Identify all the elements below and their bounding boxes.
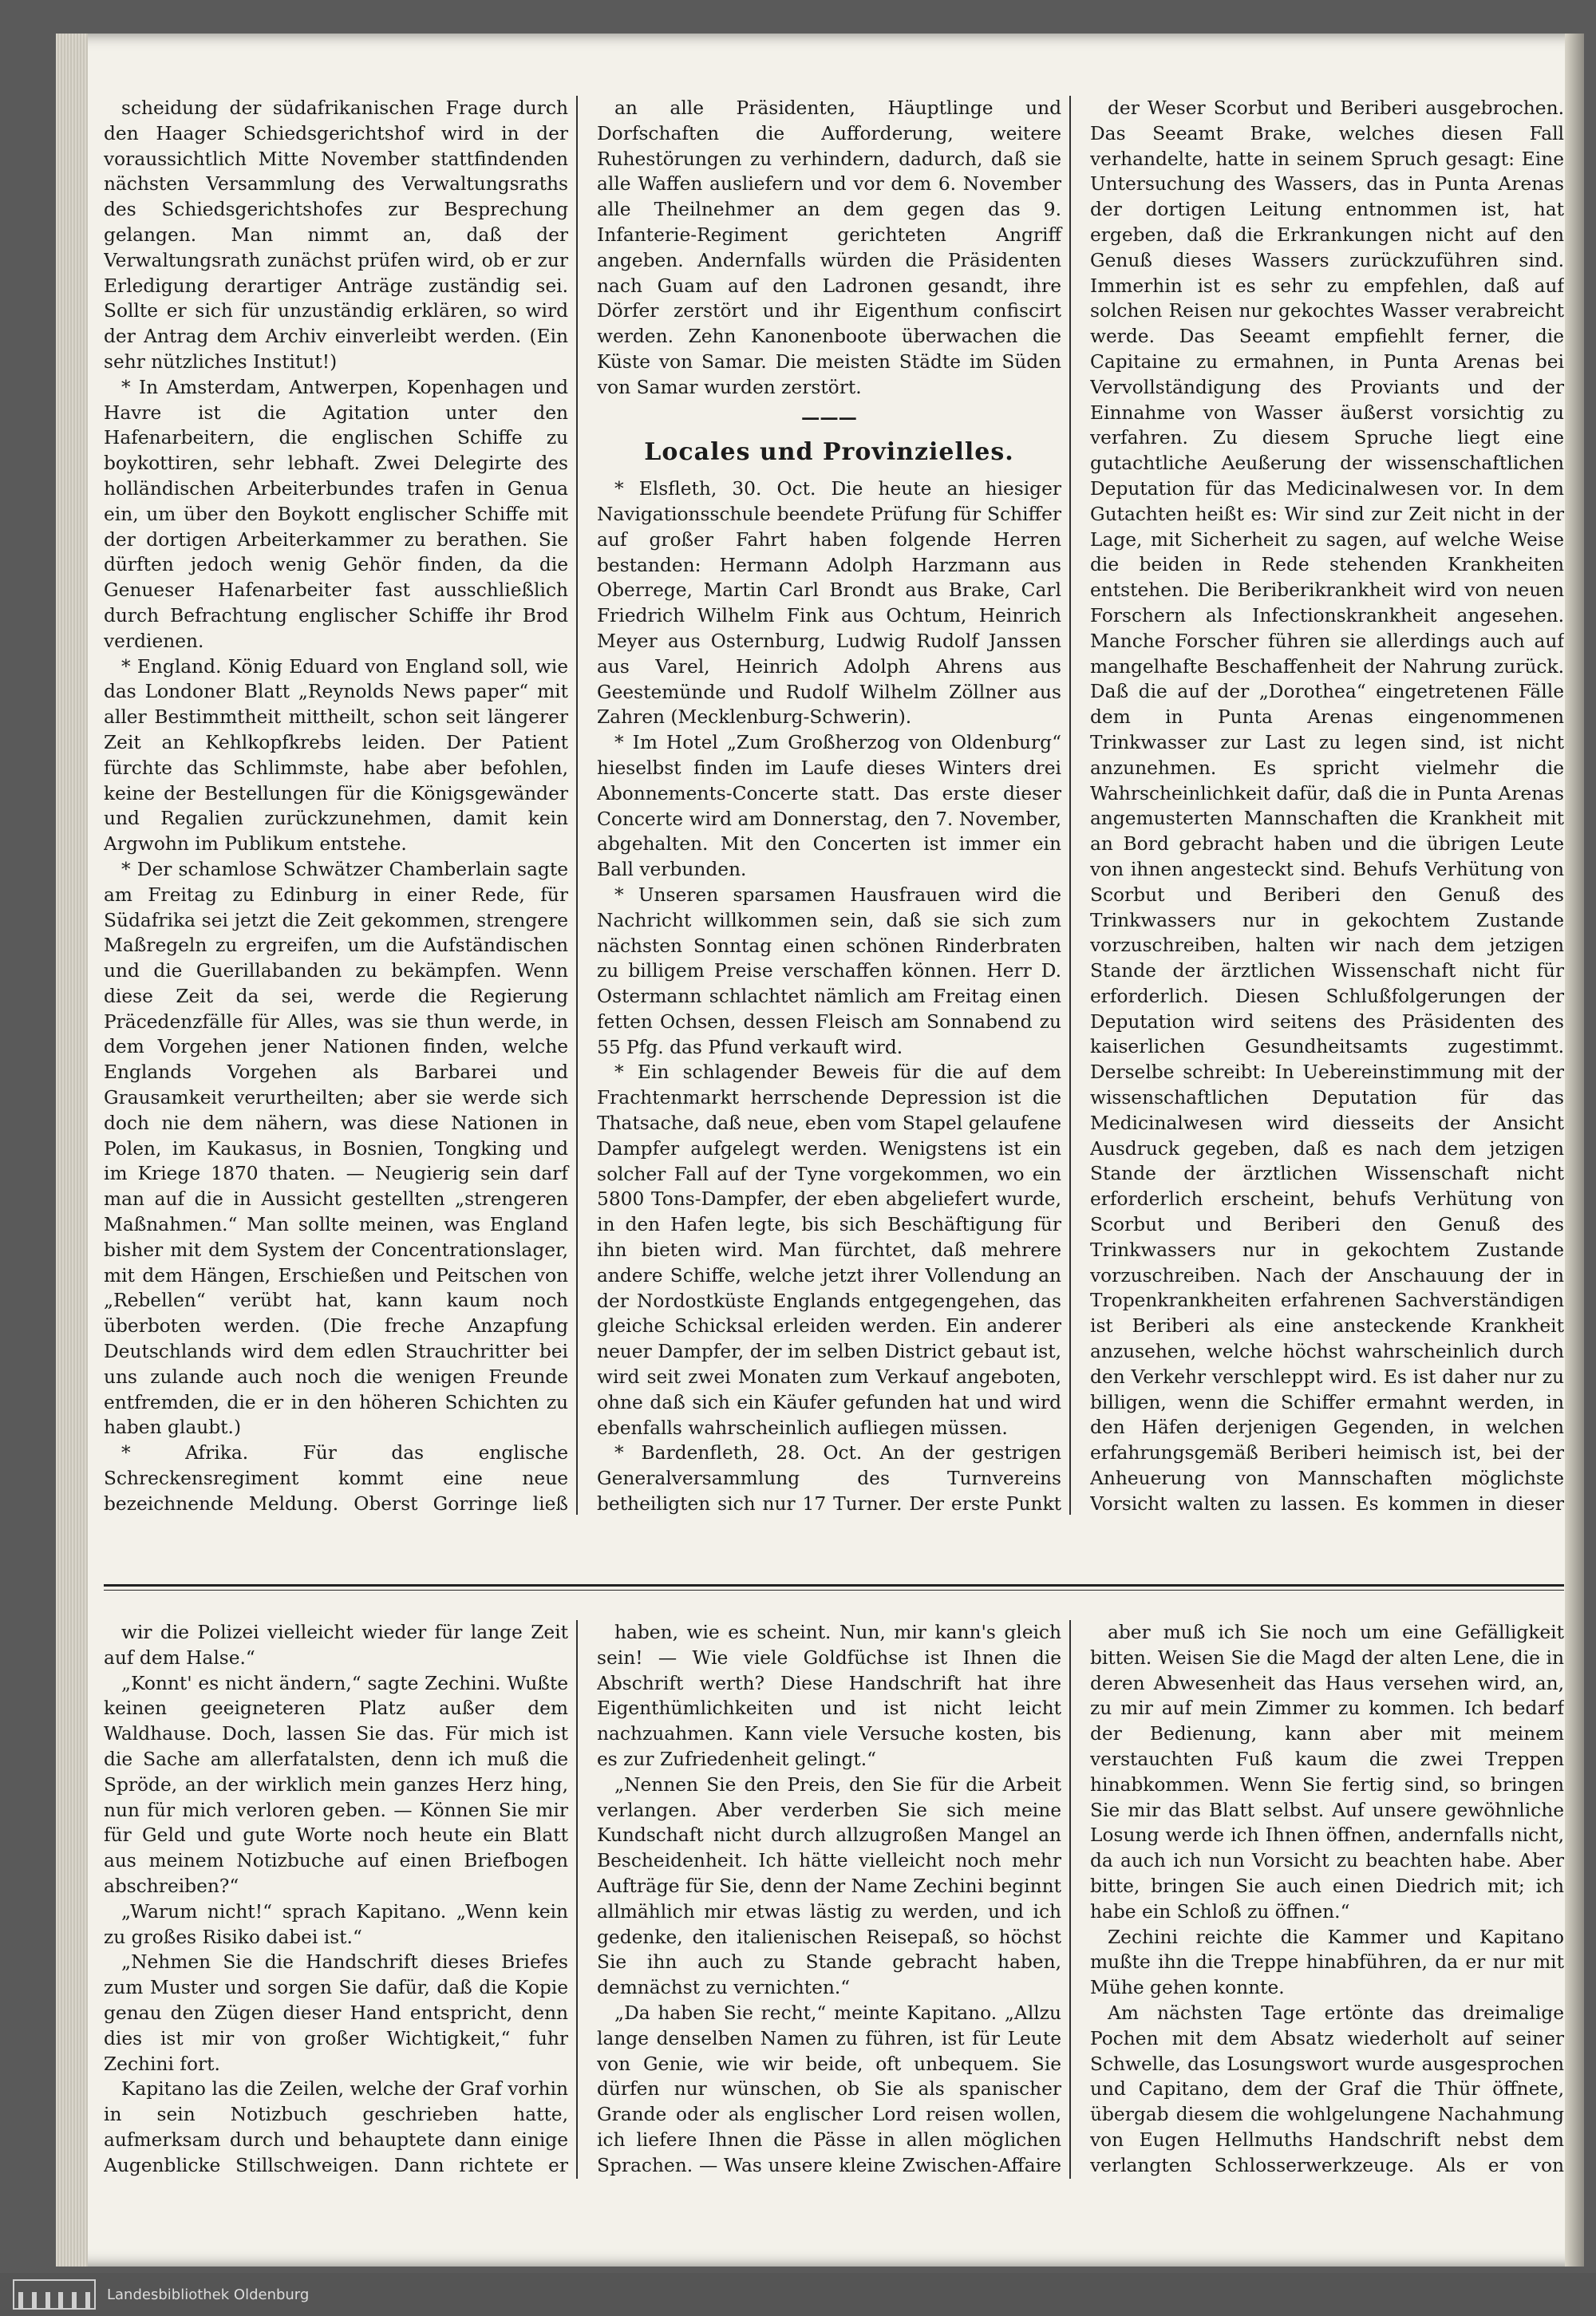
article-paragraph: „Nehmen Sie die Handschrift dieses Briefes zum Muster und sorgen Sie dafür, daß die Kopie genau den Zügen dieser Hand entspricht, denn dies ist mir von großer Wichtigkeit,“ fuhr Zechini fort. <box>104 1951 568 2075</box>
feuilleton-separator <box>104 1584 1564 1591</box>
upper-column-3 <box>1090 96 1564 1515</box>
footer-bar <box>0 2273 1596 2316</box>
article-paragraph: * Bardenfleth, 28. Oct. An der gestrigen Generalversammlung des Turnvereins betheiligten sich nur 17 Turner. Der erste Punkt <box>597 1442 1061 1515</box>
page-stack-edge <box>56 34 88 2267</box>
upper-column-2 <box>597 96 1071 1515</box>
article-paragraph: * Im Hotel „Zum Großherzog von Oldenburg“ hieselbst finden im Laufe dieses Winters drei Abonnements-Concerte statt. Das erste dieser Concerte wird am Donnerstag, den 7. November, abgehalten. Mit den Concerten ist immer ein Ball verbunden. <box>597 732 1061 881</box>
lower-column-1 <box>104 1620 578 2179</box>
article-paragraph: Kapitano las die Zeilen, welche der Graf vorhin in sein Notizbuch geschrieben hatte, aufmerksam durch und behauptete dann einige Augenblicke Stillschweigen. Dann richtete er <box>104 2078 568 2176</box>
article-paragraph: haben, wie es scheint. Nun, mir kann's gleich sein! — Wie viele Goldfüchse ist Ihnen die Abschrift werth? Diese Handschrift hat ihre Eigenthümlichkeiten und ist nicht leicht nachzuahmen. Kann viele Versuche kosten, bis es zur Zufriedenheit gelingt.“ <box>597 1622 1061 1770</box>
lower-section-feuilleton <box>104 1620 1564 2179</box>
article-paragraph: * Elsfleth, 30. Oct. Die heute an hiesiger Navigationsschule beendete Prüfung für Schiffer auf großer Fahrt haben folgende Herren bestanden: Hermann Adolph Harzmann aus Oberrege, Martin Carl Brondt aus Brake, Carl Friedrich Wilhelm Fink aus Ochtum, Heinrich Meyer aus Osternburg, Ludwig Rudolf Janssen aus Varel, Heinrich Adolph Ahrens aus Geestemünde und Rudolf Wilhelm Zöllner aus Zahren (Mecklenburg-Schwerin). <box>597 478 1061 729</box>
article-paragraph: wir die Polizei vielleicht wieder für lange Zeit auf dem Halse.“ <box>104 1622 568 1669</box>
page-fold-edge <box>1565 34 1584 2267</box>
article-paragraph: aber muß ich Sie noch um eine Gefälligkeit bitten. Weisen Sie die Magd der alten Lene, die in deren Abwesenheit das Haus versehen wird, an, zu mir auf mein Zimmer zu kommen. Ich bedarf der Bedienung, kann aber mit meinem verstauchten Fuß kaum die zwei Treppen hinabkommen. Wenn Sie fertig sind, so bringen Sie mir das Blatt selbst. Auf unsere gewöhnliche Losung werde ich Ihnen öffnen, andernfalls nicht, da auch ich nun Vorsicht zu beachten habe. Aber bitte, bringen Sie auch einen Diedrich mit; ich habe ein Schloß zu öffnen.“ <box>1090 1622 1564 1923</box>
article-paragraph: * Unseren sparsamen Hausfrauen wird die Nachricht willkommen sein, daß sie sich zum nächsten Sonntag einen schönen Rinderbraten zu billigem Preise verschaffen können. Herr D. Ostermann schlachtet nämlich am Freitag einen fetten Ochsen, dessen Fleisch am Sonnabend zu 55 Pfg. das Pfund verkauft wird. <box>597 883 1061 1058</box>
article-paragraph: „Da haben Sie recht,“ meinte Kapitano. „Allzu lange denselben Namen zu führen, ist für Leute von Genie, wie wir beide, oft unbequem. Sie dürfen nur wünschen, ob Sie als spanischer Grande oder als englischer Lord reisen wollen, ich liefere Ihnen die Pässe in allen möglichen Sprachen. — Was unsere kleine Zwischen-Affaire <box>597 2002 1061 2176</box>
article-paragraph: „Konnt' es nicht ändern,“ sagte Zechini. Wußte keinen geeigneteren Platz außer dem Waldhause. Doch, lassen Sie das. Für mich ist die Sache am allerfatalsten, denn ich muß die Spröde, an der wirklich mein ganzes Herz hing, nun für mich verloren geben. — Können Sie mir für Geld und gute Worte noch heute ein Blatt aus meinem Notizbuche auf einen Briefbogen abschreiben?“ <box>104 1672 568 1897</box>
article-paragraph: Zechini reichte die Kammer und Kapitano mußte ihn die Treppe hinabführen, da er nur mit Mühe gehen konnte. <box>1090 1926 1564 1999</box>
article-paragraph: der Weser Scorbut und Beriberi ausgebrochen. Das Seeamt Brake, welches diesen Fall verhandelte, hatte in seinem Spruch gesagt: Eine Untersuchung des Wassers, das in Punta Arenas der dortigen Leitung entnommen ist, hat ergeben, daß die Erkrankungen nicht auf den Genuß dieses Wassers zurückzuführen sind. Immerhin ist es sehr zu empfehlen, daß auf solchen Reisen nur gekochtes Wasser verabreicht werde. Das Seeamt empfiehlt ferner, die Capitaine zu ermahnen, in Punta Arenas bei Vervollständigung des Proviants und der Einnahme von Wasser äußerst vorsichtig zu verfahren. Zu diesem Spruche liegt eine gutachtliche Aeußerung der wissenschaftlichen Deputation für das Medicinalwesen vor. In dem Gutachten heißt es: Wir sind zur Zeit nicht in der Lage, mit Sicherheit zu sagen, auf welche Weise die beiden in Rede stehenden Krankheiten entstehen. Die Beriberikrankheit wird von neuen Forschern als Infectionskrankheit angesehen. Manche Forscher führen sie allerdings auch auf mangelhafte Beschaffenheit der Nahrung zurück. Daß die auf der „Dorothea“ eingetretenen Fälle dem in Punta Arenas eingenommenen Trinkwasser zur Last zu legen sind, ist nicht anzunehmen. Es spricht vielmehr die Wahrscheinlichkeit dafür, daß die in Punta Arenas angemusterten Mannschaften die Krankheit mit an Bord gebracht haben und die übrigen Leute von ihnen angesteckt sind. Behufs Verhütung von Scorbut und Beriberi den Genuß des Trinkwassers nur in gekochtem Zustande vorzuschreiben, halten wir nach dem jetzigen Stande der ärztlichen Wissenschaft nicht für erforderlich. Diesen Schlußfolgerungen der Deputation wird seitens des Präsidenten des kaiserlichen Gesundheitsamts zugestimmt. Derselbe schreibt: In Uebereinstimmung mit der wissenschaftlichen Deputation für das Medicinalwesen wird diesseits der Ansicht Ausdruck gegeben, daß es nach dem jetzigen Stande der ärztlichen Wissenschaft nicht erforderlich erscheint, behufs Verhütung von Scorbut und Beriberi den Genuß des Trinkwassers nur in gekochtem Zustande vorzuschreiben. Nach der Anschauung der in Tropenkrankheiten erfahrenen Sachverständigen ist Beriberi als eine ansteckende Krankheit anzusehen, welche höchst wahrscheinlich durch den Verkehr verschleppt wird. Es ist daher nur zu billigen, wenn die Schiffer ermahnt werden, in den Häfen derjenigen Gegenden, in welchen erfahrungsgemäß Beriberi heimisch ist, bei der Anheuerung von Mannschaften möglichste Vorsicht walten zu lassen. Es kommen in dieser <box>1090 97 1564 1515</box>
article-paragraph: * Der schamlose Schwätzer Chamberlain sagte am Freitag zu Edinburg in einer Rede, für Südafrika sei jetzt die Zeit gekommen, strengere Maßregeln zu ergreifen, um die Aufständischen und die Guerillabanden zu bekämpfen. Wenn diese Zeit da sei, werde die Regierung Präcedenzfälle für Alles, was sie thun werde, in dem Vorgehen jener Nationen finden, welche Englands Vorgehen als Barbarei und Grausamkeit verurtheilten; aber sie werde sich doch nie dem nähern, was diese Nationen in Polen, im Kaukasus, in Bosnien, Tongking und im Kriege 1870 thaten. — Neugierig sein darf man auf die in Aussicht gestellten „strengeren Maßnahmen.“ Man sollte meinen, was England bisher mit dem System der Concentrationslager, mit dem Hängen, Erschießen und Peitschen von „Rebellen“ verübt hat, kann kaum noch überboten werden. (Die freche Anzapfung Deutschlands wird dem edlen Strauchritter bei uns zulande auch noch die wenigen Freunde entfremden, die er in den höheren Schichten zu haben glaubt.) <box>104 858 568 1439</box>
lower-column-3 <box>1090 1620 1564 2179</box>
article-paragraph: * In Amsterdam, Antwerpen, Kopenhagen und Havre ist die Agitation unter den Hafenarbeitern, die englischen Schiffe zu boykottiren, sehr lebhaft. Zwei Delegirte des holländischen Arbeiterbundes trafen in Genua ein, um über den Boykott englischer Schiffe mit der dortigen Arbeiterkammer zu berathen. Sie dürften jedoch wenig Gehör finden, da die Genueser Hafenarbeiter fast ausschließlich durch Befrachtung englischer Schiffe ihr Brod verdienen. <box>104 376 568 652</box>
upper-section <box>104 96 1564 1515</box>
footer-library-name: Landesbibliothek Oldenburg <box>107 2286 310 2303</box>
upper-column-1 <box>104 96 578 1515</box>
article-paragraph: „Warum nicht!“ sprach Kapitano. „Wenn kein zu großes Risiko dabei ist.“ <box>104 1900 568 1948</box>
article-paragraph: an alle Präsidenten, Häuptlinge und Dorfschaften die Aufforderung, weitere Ruhestörungen zu verhindern, dadurch, daß sie alle Waffen ausliefern und vor dem 6. November alle Theilnehmer an dem gegen das 9. Infanterie-Regiment gerichteten Angriff angeben. Andernfalls würden die Präsidenten nach Guam auf den Ladronen gesandt, ihre Dörfer zerstört und ihr Eigenthum confiscirt werden. Zehn Kanonenboote überwachen die Küste von Samar. Die meisten Städte im Süden von Samar wurden zerstört. <box>597 97 1061 398</box>
library-building-icon <box>13 2279 96 2310</box>
section-heading: Locales und Provinzielles. <box>644 438 1014 467</box>
section-divider: ——— <box>801 406 857 429</box>
upper-column-2-bottom <box>597 476 1061 1515</box>
article-paragraph: scheidung der südafrikanischen Frage durch den Haager Schiedsgerichtshof wird in der voraussichtlich Mitte November stattfindenden nächsten Versammlung des Verwaltungsraths des Schiedsgerichtshofes zur Besprechung gelangen. Man nimmt an, daß der Verwaltungsrath zunächst prüfen wird, ob er zur Erledigung derartiger Anträge zuständig sei. Sollte er sich für unzuständig erklären, so wird der Antrag dem Archiv einverleibt werden. (Ein sehr nützliches Institut!) <box>104 97 568 373</box>
article-paragraph: * Afrika. Für das englische Schreckensregiment kommt eine neue bezeichnende Meldung. Oberst Gorringe ließ <box>104 1442 568 1515</box>
article-paragraph: * England. König Eduard von England soll, wie das Londoner Blatt „Reynolds News paper“ mit aller Bestimmtheit mittheilt, schon seit längerer Zeit an Kehlkopfkrebs leiden. Der Patient fürchte das Schlimmste, habe aber befohlen, keine der Bestellungen für die Königsgewänder und Regalien zurückzunehmen, damit kein Argwohn im Publikum entstehe. <box>104 655 568 856</box>
lower-column-2 <box>597 1620 1071 2179</box>
article-paragraph: Am nächsten Tage ertönte das dreimalige Pochen mit dem Absatz wiederholt auf seiner Schwelle, das Losungswort wurde ausgesprochen und Capitano, dem der Graf die Thür öffnete, übergab diesem die wohlgelungene Nachahmung von Eugen Hellmuths Handschrift nebst dem verlangten Schlosserwerkzeuge. Als er von <box>1090 2002 1564 2176</box>
upper-column-2-top <box>597 96 1061 401</box>
article-paragraph: „Nennen Sie den Preis, den Sie für die Arbeit verlangen. Aber verderben Sie sich meine Kundschaft nicht durch allzugroßen Mangel an Bescheidenheit. Ich hätte vielleicht noch mehr Aufträge für Sie, denn der Name Zechini beginnt allmählich mir etwas lästig zu werden, und ich gedenke, den italienischen Reisepaß, so höchst Sie ihn auch zu Stande gebracht haben, demnächst zu vernichten.“ <box>597 1773 1061 1999</box>
article-paragraph: * Ein schlagender Beweis für die auf dem Frachtenmarkt herrschende Depression ist die Thatsache, daß neue, eben vom Stapel gelaufene Dampfer aufgelegt werden. Wenigstens ist ein solcher Fall auf der Tyne vorgekommen, wo ein 5800 Tons-Dampfer, der eben abgeliefert wurde, in den Hafen legte, bis sich Beschäftigung für ihn bieten wird. Man fürchtet, daß mehrere andere Schiffe, welche jetzt ihrer Vollendung an der Nordostküste Englands entgegengehen, das gleiche Schicksal erleiden werden. Ein anderer neuer Dampfer, der im selben District gebaut ist, wird seit zwei Monaten zum Verkauf angeboten, ohne daß sich ein Käufer gefunden hat und wird ebenfalls wahrscheinlich aufliegen müssen. <box>597 1061 1061 1439</box>
